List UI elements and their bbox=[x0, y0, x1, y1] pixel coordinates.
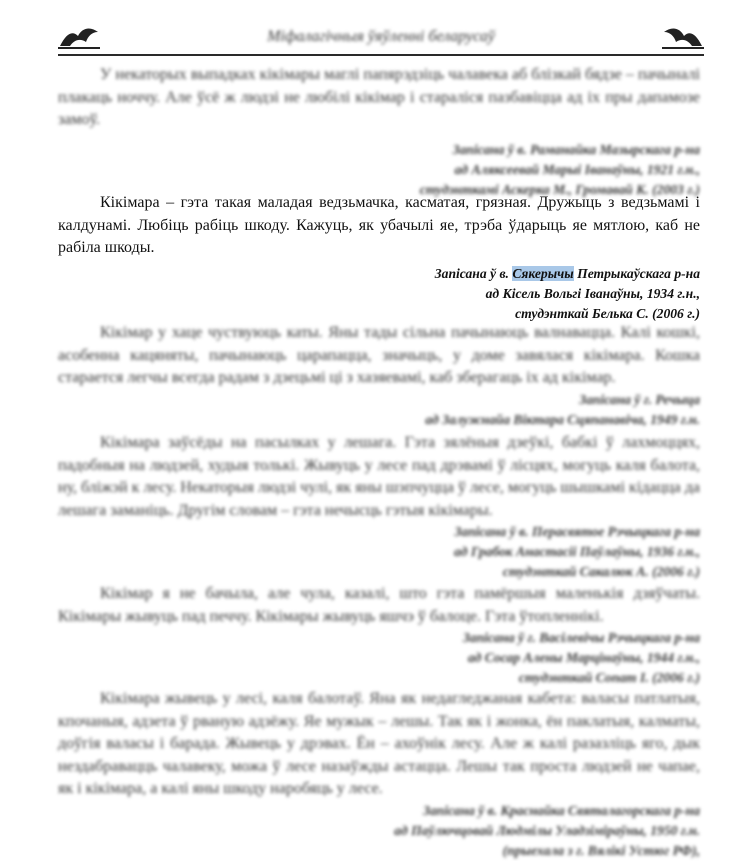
source-suffix: Петрыкаўскага р-на bbox=[573, 265, 700, 281]
entry-source-line: Запісана ў г. Васілевічы Рэчыцкага р-на bbox=[462, 630, 700, 645]
bird-ornament-icon bbox=[662, 24, 704, 50]
header-rule bbox=[58, 54, 704, 56]
page-header bbox=[58, 20, 704, 58]
entry-text: Кікімара жывець у лесі, каля балотаў. Яна як недагледжаная кабета: валасы патлатыя, кпочаныя, адзета ў рваную адзёжу. Яе мужык – лешы. Так як і жонка, ён паклатыя, калматы, доўгія валасы і барада. Жывець у дрэвах. Ён – ахоўнік лесу. Але ж калі разазліць яго, дык нездабравацць чалавеку, можа ў лесе назаўжды астацца. Лешы так проста людзей не чапае, як і кікімара, а калі яны шкоду наробяць у лесе. bbox=[58, 690, 700, 797]
entry-source-line: Запісана ў в. Раманайка Мазырскага р-на bbox=[452, 141, 700, 157]
entry-source-line: студэнткамі Аскерка М., Громавай К. (2003 г.) bbox=[419, 181, 700, 197]
entry-source-line: ад Грабок Анастасіі Паўлаўны, 1936 г.н., bbox=[453, 544, 700, 559]
entry-source-line: ад Кісель Вольгі Іванаўны, 1934 г.н., bbox=[485, 285, 700, 301]
entry-text: У некаторых выпадках кікімары маглі папярэдзіць чалавека аб блізкай бядзе – пачыналі плакаць ноччу. Але ўсё ж людзі не любілі кікімар і стараліся пазбавіцца ад іх пры дапамозе замоў. bbox=[58, 66, 700, 128]
entry-source-line: Запісана ў г. Речыца bbox=[579, 391, 700, 407]
entry-text: Кікімара – гэта такая маладая ведзьмачка, касматая, грязная. Дружыць з ведзьмамі і калдунамі. Любіць рабіць шкоду. Кажуць, як убачылі яе, трэба ўдарыць яе мятлою, каб не рабіла шкоды. bbox=[58, 194, 700, 256]
entry-0 bbox=[58, 64, 700, 200]
entry-source-line: ад Залужнайа Віктара Сцяпанавіча, 1949 г.н. bbox=[425, 411, 700, 427]
entry-source-line: ад Паўлючцовай Людмілы Уладзіміраўны, 1950 г.н. bbox=[394, 822, 700, 838]
entry-source-line: студэнткай Белька С. (2006 г.) bbox=[515, 305, 700, 321]
entry-source-line: студэнткай Сакалюк А. (2006 г.) bbox=[502, 564, 700, 579]
entry-source-line: Запісана ў в. Перасвятое Рэчыцкага р-на bbox=[454, 524, 700, 539]
entry-source-line bbox=[58, 264, 700, 284]
running-header-title: Міфалагічныя ўяўленні беларусаў bbox=[267, 28, 495, 45]
entry-source-line: ад Сосар Алены Марцінаўны, 1944 г.н., bbox=[467, 650, 700, 665]
entry-3 bbox=[58, 432, 700, 582]
entry-source-line: студэнткай Сопат І. (2006 г.) bbox=[518, 670, 700, 685]
highlighted-search-term[interactable]: Сякерычы bbox=[512, 265, 574, 281]
entry-text: Кікімара заўсёды на пасылках у лешага. Гэта зялёныя дзеўкі, бабкі ў лахмоццях, падобныя на людзей, худыя толькі. Жывуць у лесе пад дрэвамі ў лісцях, могуць каля балота, ну, бліжэй к лесу. Некаторыя людзі чулі, як яны шэпчуцца ў лесе, могуць шышкамі кідацца да лешага заманіць. Другім словам – гэта нечысць гэтыя кікімары. bbox=[58, 434, 700, 519]
entry-2 bbox=[58, 322, 700, 430]
entry-text: Кікімар я не бачыла, але чула, казалі, што гэта памёршыя маленькія дзяўчаты. Кікімары жывуць пад печчу. Кікімары жывуць яшчэ ў балоце. Гэта ўтопленнікі. bbox=[58, 585, 700, 625]
entry-source-line: (прыехала з г. Вялікі Устюг РФ), bbox=[502, 842, 700, 858]
entry-source-line: Запісана ў в. Краснайка Святалагорскага р-на bbox=[422, 802, 700, 818]
entry-4 bbox=[58, 583, 700, 688]
entry-5 bbox=[58, 688, 700, 861]
source-prefix: Запісана ў в. bbox=[434, 265, 513, 281]
entry-source-line: ад Аляксеевай Марыі Іванаўны, 1921 г.н., bbox=[454, 161, 700, 177]
entry-text: Кікімар у хаце чуствуюць каты. Яны тады сільна пачынаюць валнавацца. Калі кошкі, асобенна кацяняты, пачынаюць царапацца, значыць, у доме завялася кікімара. Кошка старается легчы всегда радам з дзецьмі ці з хазяевамі, каб зберагаць іх ад кікімар. bbox=[58, 324, 700, 386]
entry-1 bbox=[58, 192, 700, 324]
